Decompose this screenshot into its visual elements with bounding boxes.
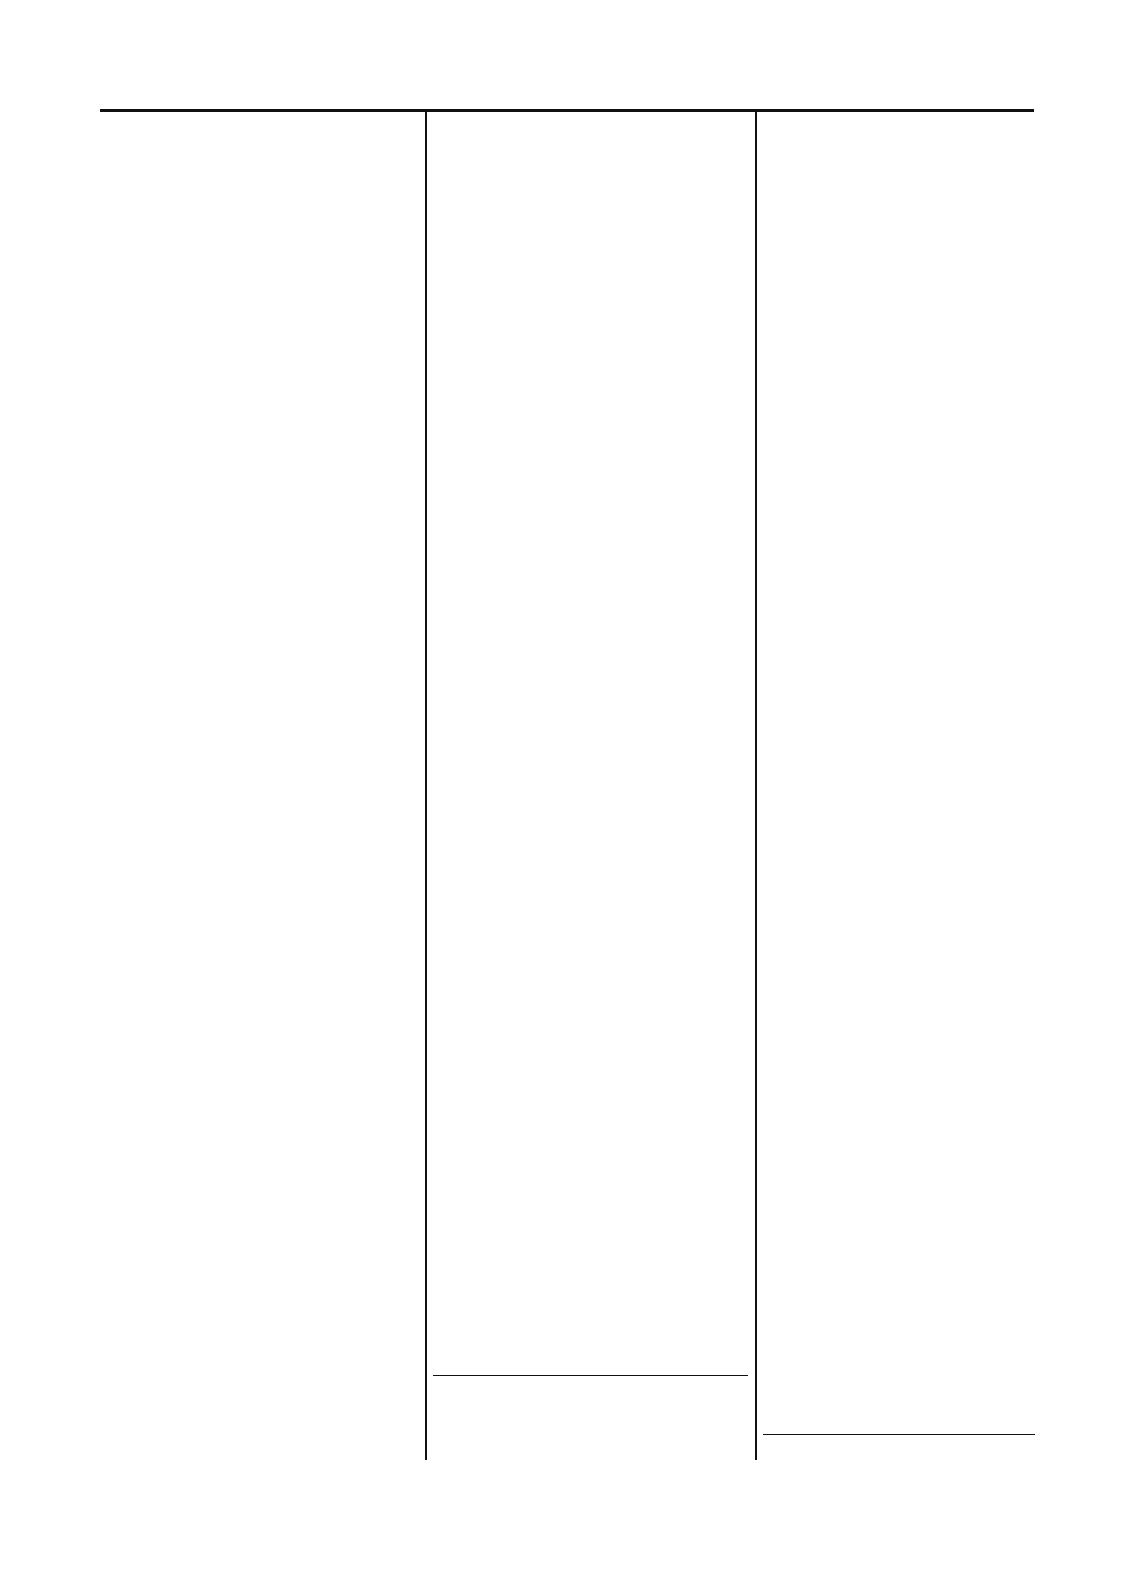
column-right [763, 120, 1035, 1520]
footnote-rule-right [763, 1434, 1035, 1435]
column-divider-left [425, 112, 427, 1460]
running-header [100, 74, 1030, 110]
column-divider-right [755, 112, 757, 1460]
header-rule [100, 109, 1034, 112]
footnote-rule-middle [433, 1375, 748, 1376]
column-left [100, 120, 418, 1520]
column-middle [433, 120, 748, 1520]
